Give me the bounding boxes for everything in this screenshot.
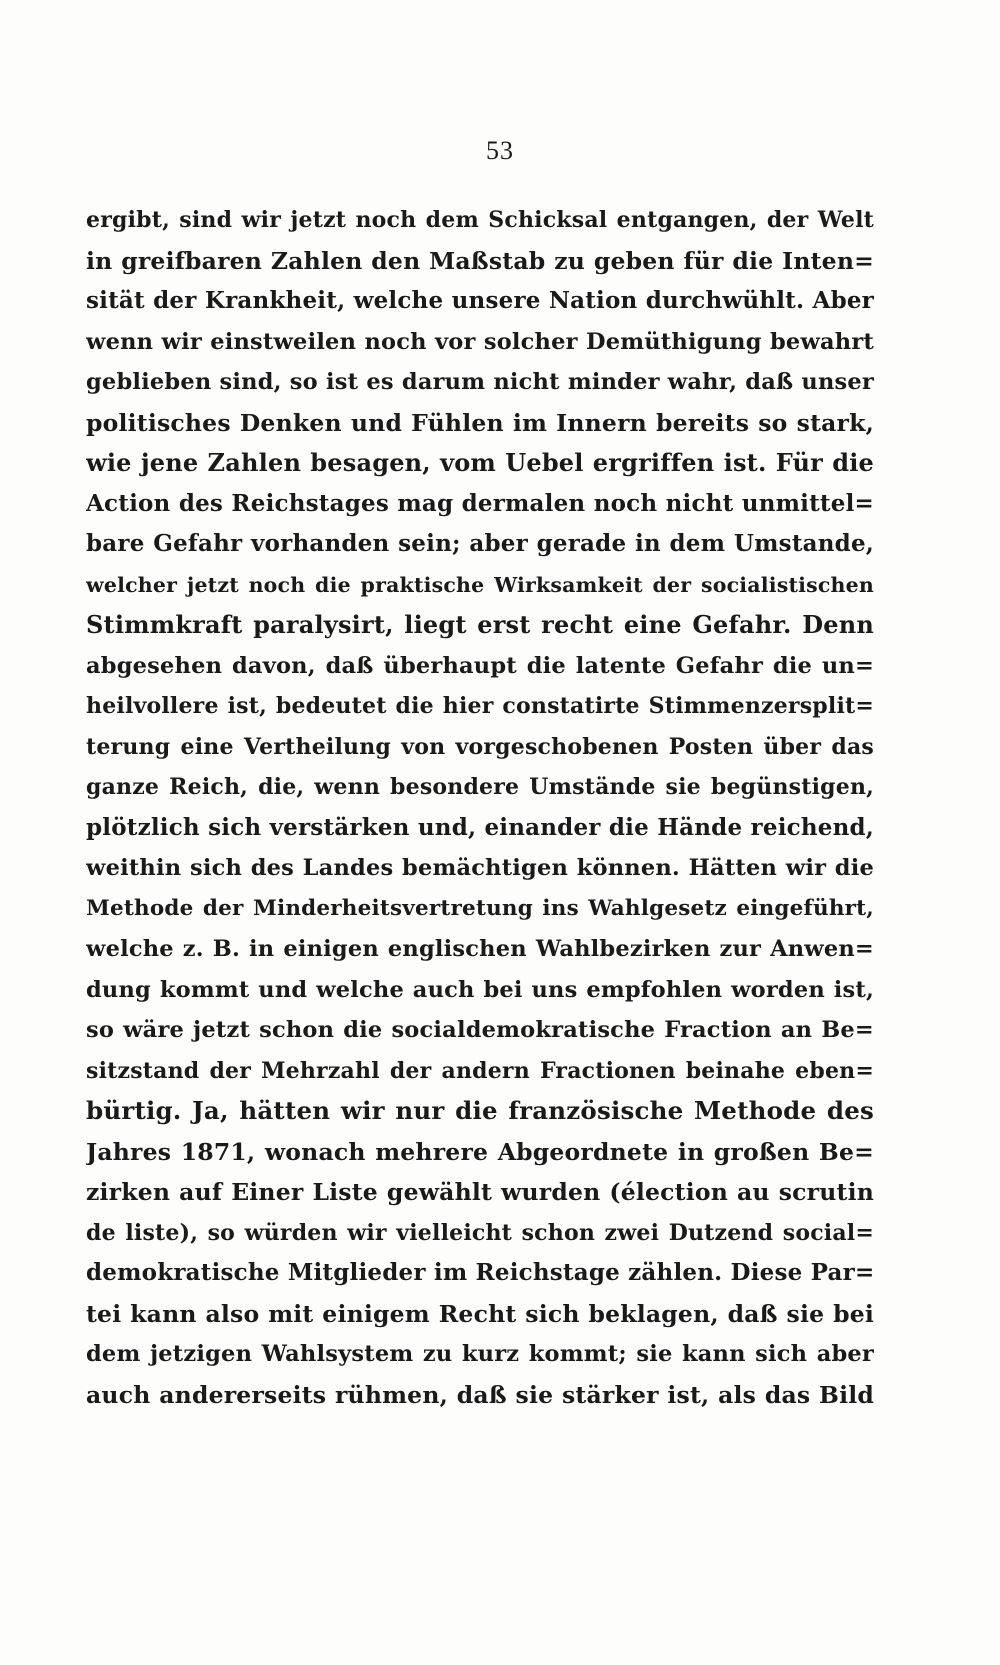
text-line: terung eine Vertheilung von vorgeschobenen Posten über das xyxy=(86,733,874,760)
text-line: dung kommt und welche auch bei uns empfohlen worden ist, xyxy=(86,976,874,1003)
text-line: zirken auf Einer Liste gewählt wurden (élection au scrutin xyxy=(86,1178,874,1206)
text-line: de liste), so würden wir vielleicht schon zwei Dutzend social= xyxy=(86,1219,874,1246)
body-text xyxy=(86,200,874,1415)
text-line: Stimmkraft paralysirt, liegt erst recht eine Gefahr. Denn xyxy=(86,610,874,639)
text-line: politisches Denken und Fühlen im Innern bereits so stark, xyxy=(86,408,874,437)
text-line: bare Gefahr vorhanden sein; aber gerade in dem Umstande, xyxy=(86,530,874,557)
text-line: ergibt, sind wir jetzt noch dem Schicksal entgangen, der Welt xyxy=(86,207,874,233)
text-line: weithin sich des Landes bemächtigen können. Hätten wir die xyxy=(86,855,874,881)
text-line: sitzstand der Mehrzahl der andern Fractionen beinahe eben= xyxy=(86,1057,874,1084)
text-line: Methode der Minderheitsvertretung ins Wahlgesetz eingeführt, xyxy=(86,895,874,921)
text-line: in greifbaren Zahlen den Maßstab zu geben für die Inten= xyxy=(86,246,874,275)
text-line: sität der Krankheit, welche unsere Nation durchwühlt. Aber xyxy=(86,287,874,314)
text-line: auch andererseits rühmen, daß sie stärker ist, als das Bild xyxy=(86,1380,874,1409)
text-line: demokratische Mitglieder im Reichstage zählen. Diese Par= xyxy=(86,1259,874,1286)
text-line: welche z. B. in einigen englischen Wahlbezirken zur Anwen= xyxy=(86,936,874,962)
text-line: wenn wir einstweilen noch vor solcher Demüthigung bewahrt xyxy=(86,328,874,355)
page-number: 53 xyxy=(486,136,514,165)
text-line: geblieben sind, so ist es darum nicht minder wahr, daß unser xyxy=(86,369,874,395)
text-line: wie jene Zahlen besagen, vom Uebel ergriffen ist. Für die xyxy=(86,448,874,477)
text-line: Action des Reichstages mag dermalen noch nicht unmittel= xyxy=(86,489,874,517)
text-line: so wäre jetzt schon die socialdemokratische Fraction an Be= xyxy=(86,1017,874,1043)
text-line: ganze Reich, die, wenn besondere Umstände sie begünstigen, xyxy=(86,774,874,800)
text-line: welcher jetzt noch die praktische Wirksamkeit der socialistischen xyxy=(86,572,874,597)
text-line: bürtig. Ja, hätten wir nur die französische Methode des xyxy=(86,1096,874,1125)
text-line: dem jetzigen Wahlsystem zu kurz kommt; sie kann sich aber xyxy=(86,1341,874,1367)
text-line: abgesehen davon, daß überhaupt die latente Gefahr die un= xyxy=(86,652,874,679)
text-line: heilvollere ist, bedeutet die hier constatirte Stimmenzersplit= xyxy=(86,693,874,719)
text-line: plötzlich sich verstärken und, einander die Hände reichend, xyxy=(86,813,874,841)
text-line: tei kann also mit einigem Recht sich beklagen, daß sie bei xyxy=(86,1299,874,1328)
text-line: Jahres 1871, wonach mehrere Abgeordnete in großen Be= xyxy=(86,1137,874,1166)
